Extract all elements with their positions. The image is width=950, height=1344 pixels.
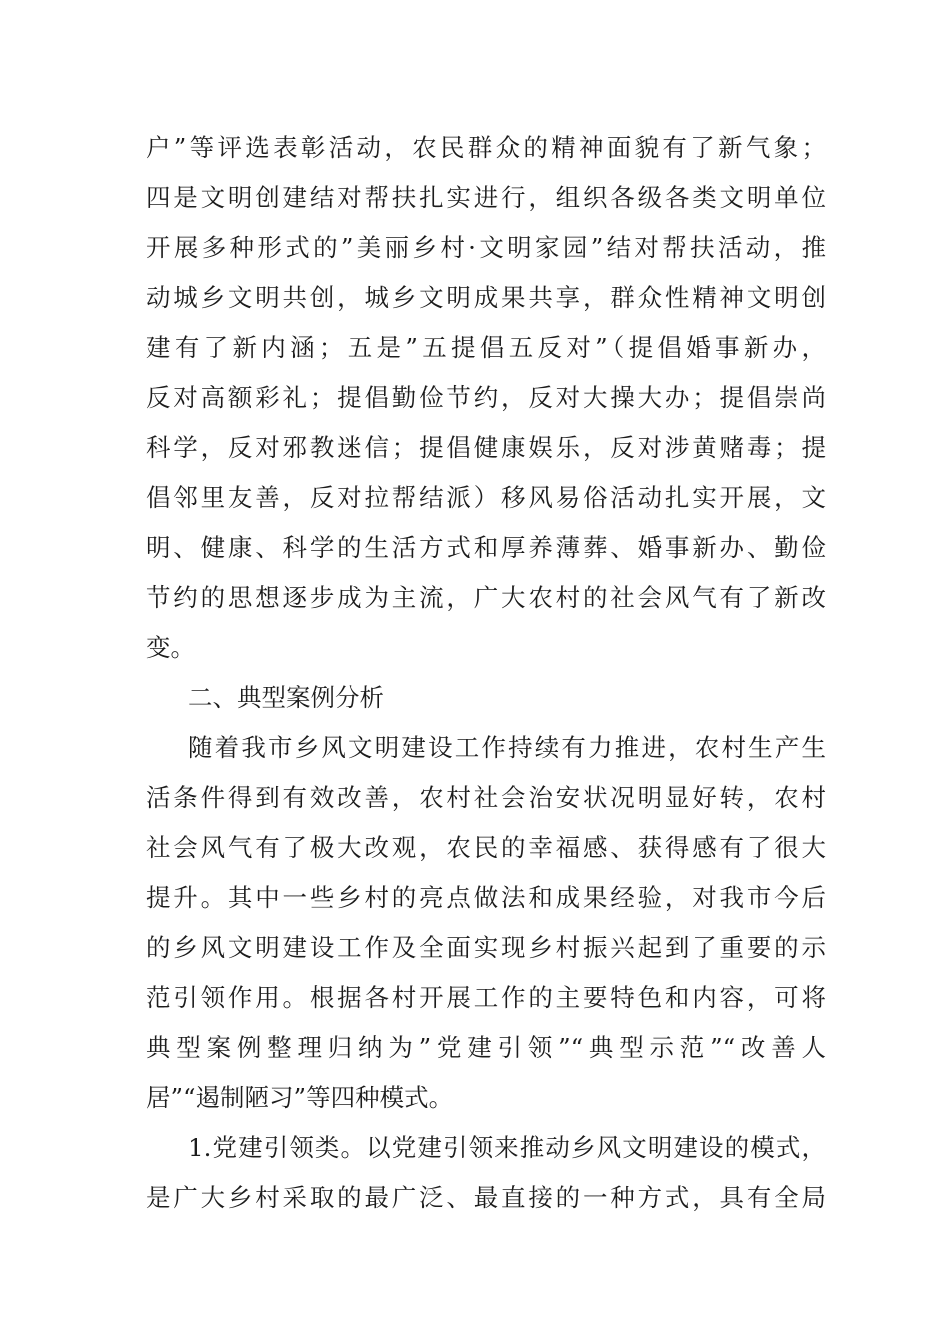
text-line: 典型案例整理归纳为”党建引领”“典型示范”“改善人 bbox=[146, 1033, 826, 1062]
text-line: 动城乡文明共创，城乡文明成果共享，群众性精神文明创 bbox=[146, 283, 826, 312]
text-line: 社会风气有了极大改观，农民的幸福感、获得感有了很大 bbox=[146, 833, 826, 862]
text-line: 范引领作用。根据各村开展工作的主要特色和内容，可将 bbox=[146, 983, 826, 1012]
text-line: 活条件得到有效改善，农村社会治安状况明显好转，农村 bbox=[146, 783, 826, 812]
text-line: 居”“遏制陋习”等四种模式。 bbox=[146, 1083, 454, 1112]
text-line: 变。 bbox=[146, 633, 195, 662]
text-line: 建有了新内涵；五是”五提倡五反对”（提倡婚事新办， bbox=[146, 333, 826, 362]
text-line: 科学，反对邪教迷信；提倡健康娱乐，反对涉黄赌毒；提 bbox=[146, 433, 826, 462]
text-line: 四是文明创建结对帮扶扎实进行，组织各级各类文明单位 bbox=[146, 183, 826, 212]
text-line: 是广大乡村采取的最广泛、最直接的一种方式，具有全局 bbox=[146, 1183, 826, 1212]
text-line: 1.党建引领类。以党建引领来推动乡风文明建设的模式， bbox=[188, 1133, 826, 1162]
text-line: 明、健康、科学的生活方式和厚养薄葬、婚事新办、勤俭 bbox=[146, 533, 826, 562]
text-line: 节约的思想逐步成为主流，广大农村的社会风气有了新改 bbox=[146, 583, 826, 612]
text-line: 开展多种形式的”美丽乡村·文明家园”结对帮扶活动，推 bbox=[146, 233, 826, 262]
text-line: 的乡风文明建设工作及全面实现乡村振兴起到了重要的示 bbox=[146, 933, 826, 962]
text-line: 倡邻里友善，反对拉帮结派）移风易俗活动扎实开展，文 bbox=[146, 483, 826, 512]
text-line: 随着我市乡风文明建设工作持续有力推进，农村生产生 bbox=[188, 733, 826, 762]
text-line: 提升。其中一些乡村的亮点做法和成果经验，对我市今后 bbox=[146, 883, 826, 912]
text-line: 户”等评选表彰活动，农民群众的精神面貌有了新气象； bbox=[146, 133, 826, 162]
text-line: 反对高额彩礼；提倡勤俭节约，反对大操大办；提倡崇尚 bbox=[146, 383, 826, 412]
section-heading: 二、典型案例分析 bbox=[188, 683, 384, 712]
